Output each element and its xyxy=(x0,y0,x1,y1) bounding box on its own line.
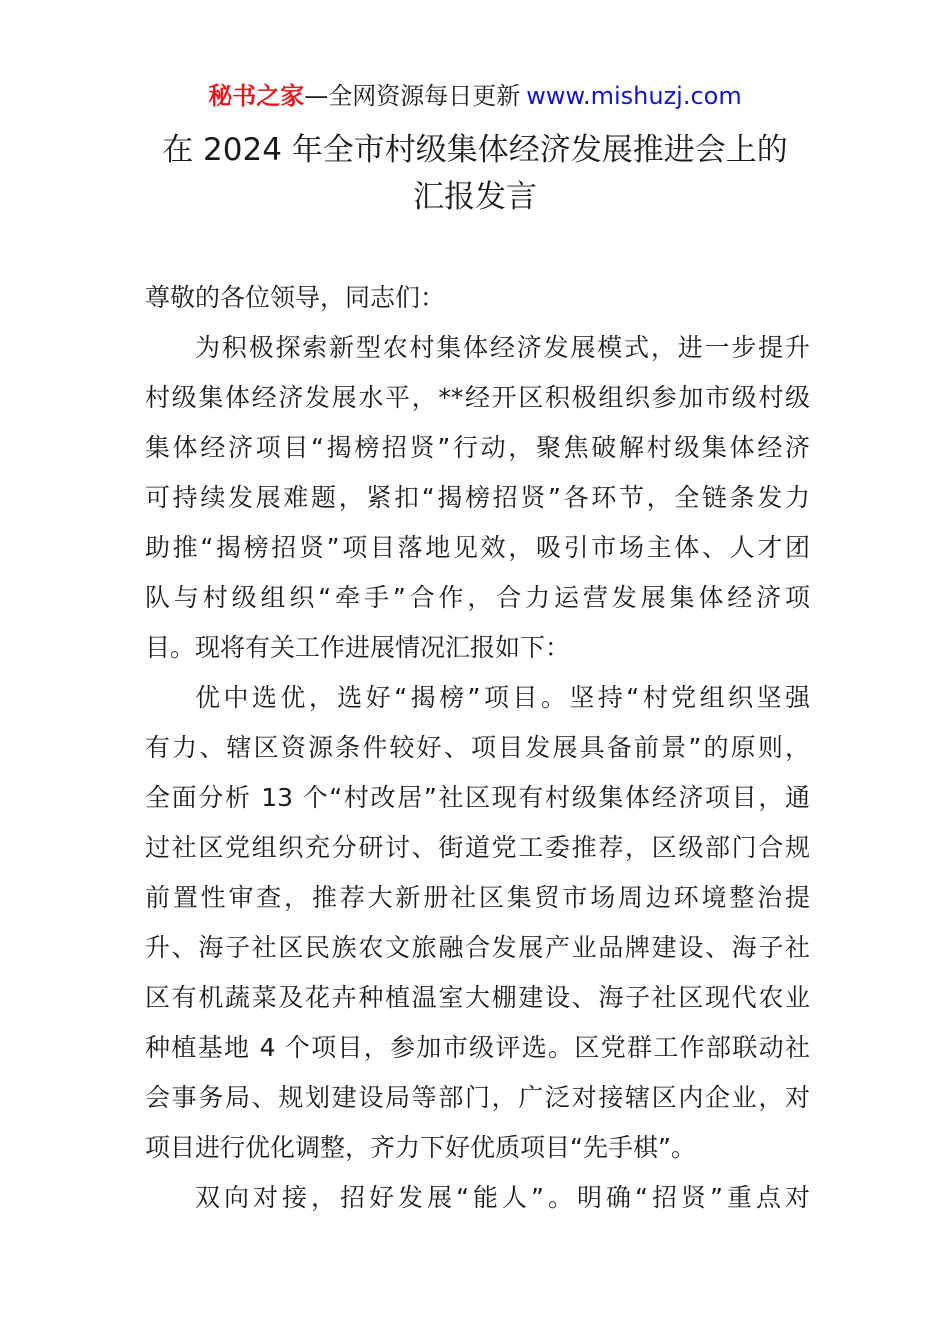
text-line: 区有机蔬菜及花卉种植温室大棚建设、海子社区现代农业 xyxy=(145,983,810,1012)
text-line: 优中选优，选好“揭榜”项目。坚持“村党组织坚强 xyxy=(195,683,810,712)
text-line: 升、海子社区民族农文旅融合发展产业品牌建设、海子社 xyxy=(145,933,810,962)
banner-tagline: —全网资源每日更新 xyxy=(304,82,521,110)
brand-name: 秘书之家 xyxy=(208,82,305,110)
text-line: 队与村级组织“牵手”合作，合力运营发展集体经济项 xyxy=(145,583,810,612)
text-line: 助推“揭榜招贤”项目落地见效，吸引市场主体、人才团 xyxy=(145,533,810,562)
text-line: 有力、辖区资源条件较好、项目发展具备前景”的原则， xyxy=(145,733,810,762)
salutation: 尊敬的各位领导，同志们： xyxy=(145,283,446,312)
text-line: 全面分析 13 个“村改居”社区现有村级集体经济项目，通 xyxy=(145,783,810,812)
text-line: 过社区党组织充分研讨、街道党工委推荐，区级部门合规 xyxy=(145,833,810,862)
text-line: 前置性审查，推荐大新册社区集贸市场周边环境整治提 xyxy=(145,883,810,912)
document-body xyxy=(145,278,810,1228)
text-line: 可持续发展难题，紧扣“揭榜招贤”各环节，全链条发力 xyxy=(145,483,810,512)
text-line: 目。现将有关工作进展情况汇报如下： xyxy=(145,633,571,662)
site-banner xyxy=(0,80,950,112)
document-title-line-2: 汇报发言 xyxy=(413,179,537,215)
text-line: 会事务局、规划建设局等部门，广泛对接辖区内企业，对 xyxy=(145,1083,810,1112)
site-url-link[interactable]: www.mishuzj.com xyxy=(526,82,742,110)
text-line: 为积极探索新型农村集体经济发展模式，进一步提升 xyxy=(195,333,810,362)
text-line: 种植基地 4 个项目，参加市级评选。区党群工作部联动社 xyxy=(145,1033,810,1062)
text-line: 双向对接，招好发展“能人”。明确“招贤”重点对 xyxy=(195,1183,810,1212)
document-title-line-1: 在 2024 年全市村级集体经济发展推进会上的 xyxy=(162,132,788,168)
text-line: 项目进行优化调整，齐力下好优质项目“先手棋”。 xyxy=(145,1133,696,1162)
text-line: 村级集体经济发展水平，**经开区积极组织参加市级村级 xyxy=(145,383,810,412)
text-line: 集体经济项目“揭榜招贤”行动，聚焦破解村级集体经济 xyxy=(145,433,810,462)
